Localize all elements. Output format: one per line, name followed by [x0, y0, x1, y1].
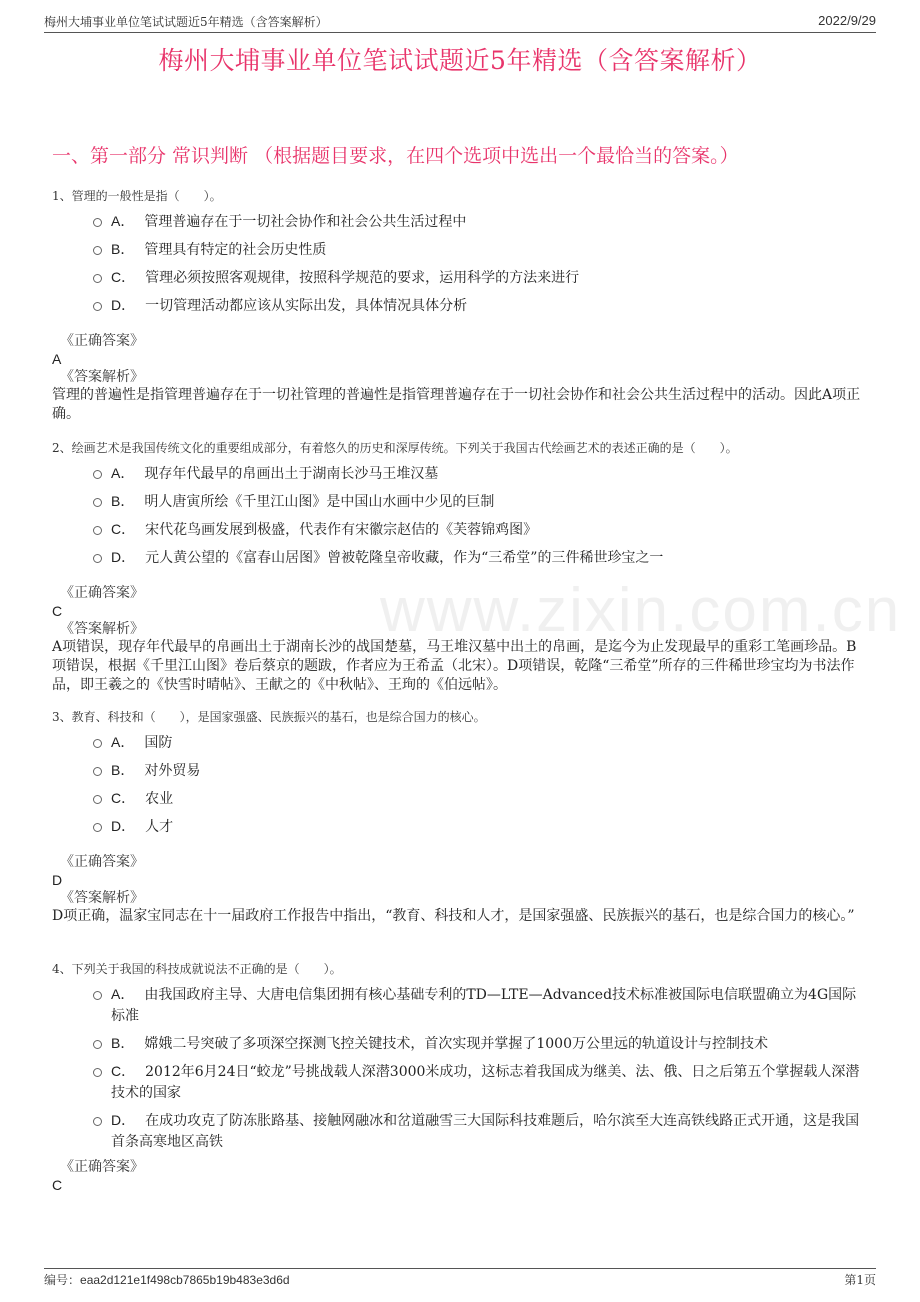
question-stem: 2、绘画艺术是我国传统文化的重要组成部分，有着悠久的历史和深厚传统。下列关于我国古代绘画艺术的表述正确的是（ ）。 — [52, 441, 738, 455]
option-letter: A． — [111, 986, 135, 1002]
option-letter: D． — [111, 1112, 136, 1128]
question-1 — [52, 187, 864, 323]
analysis-label: 《答案解析》 — [60, 890, 144, 906]
option-letter: C． — [111, 521, 136, 537]
option-a[interactable] — [52, 984, 864, 1027]
option-letter: B． — [111, 762, 135, 778]
radio-circle-icon[interactable] — [93, 795, 102, 804]
option-letter: D． — [111, 818, 136, 834]
radio-circle-icon[interactable] — [93, 470, 102, 479]
correct-answer-label: 《正确答案》 — [60, 1159, 144, 1175]
option-text: 在成功攻克了防冻胀路基、接触网融冰和岔道融雪三大国际科技难题后，哈尔滨至大连高铁线路正式开通，这是我国首条高寒地区高铁 — [111, 1113, 860, 1150]
radio-circle-icon[interactable] — [93, 1117, 102, 1126]
option-b[interactable] — [52, 1033, 864, 1055]
watermark: www.zixin.com.cn — [380, 576, 902, 645]
radio-circle-icon[interactable] — [93, 218, 102, 227]
option-letter: D． — [111, 297, 136, 313]
page-number: 第1页 — [844, 1273, 876, 1287]
answer-block-2 — [52, 584, 864, 695]
radio-circle-icon[interactable] — [93, 302, 102, 311]
option-letter: A． — [111, 213, 135, 229]
option-letter: A． — [111, 734, 135, 750]
option-letter: D． — [111, 549, 136, 565]
option-letter: B． — [111, 493, 135, 509]
answer-block-1 — [52, 332, 864, 424]
radio-circle-icon[interactable] — [93, 246, 102, 255]
analysis-text: D项正确，温家宝同志在十一届政府工作报告中指出，“教育、科技和人才，是国家强盛、民族振兴的基石，也是综合国力的核心。” — [52, 908, 855, 924]
option-b[interactable] — [52, 760, 864, 782]
correct-answer-value: C — [52, 1177, 63, 1193]
answer-block-3 — [52, 853, 864, 926]
option-text: 管理普遍存在于一切社会协作和社会公共生活过程中 — [144, 214, 467, 230]
option-d[interactable] — [52, 547, 864, 569]
option-d[interactable] — [52, 295, 864, 317]
option-letter: C． — [111, 790, 136, 806]
radio-circle-icon[interactable] — [93, 1068, 102, 1077]
option-text: 国防 — [144, 735, 173, 751]
radio-circle-icon[interactable] — [93, 554, 102, 563]
document-title: 梅州大埔事业单位笔试试题近5年精选（含答案解析） — [158, 46, 762, 75]
option-c[interactable] — [52, 267, 864, 289]
header-doc-title: 梅州大埔事业单位笔试试题近5年精选（含答案解析） — [44, 15, 328, 29]
option-text: 现存年代最早的帛画出土于湖南长沙马王堆汉墓 — [144, 466, 439, 482]
option-text: 一切管理活动都应该从实际出发，具体情况具体分析 — [145, 298, 468, 314]
option-text: 2012年6月24日“蛟龙”号挑战载人深潜3000米成功，这标志着我国成为继美、法、俄、日之后第五个掌握载人深潜技术的国家 — [111, 1064, 860, 1101]
question-stem: 1、管理的一般性是指（ ）。 — [52, 189, 222, 203]
option-b[interactable] — [52, 491, 864, 513]
analysis-text: A项错误，现存年代最早的帛画出土于湖南长沙的战国楚墓，马王堆汉墓中出土的帛画，是迄今为止发现最早的重彩工笔画珍品。B项错误，根据《千里江山图》卷后蔡京的题跋，作者应为王希孟（北宋）。D项错误，乾隆“三希堂”所存的三件稀世珍宝均为书法作品，即王羲之的《快雪时晴帖》、王献之的《中秋帖》、王珣的《伯远帖》。 — [52, 639, 857, 693]
option-letter: A． — [111, 465, 135, 481]
option-text: 元人黄公望的《富春山居图》曾被乾隆皇帝收藏，作为“三希堂”的三件稀世珍宝之一 — [145, 550, 664, 566]
option-letter: C． — [111, 1063, 136, 1079]
radio-circle-icon[interactable] — [93, 498, 102, 507]
option-text: 明人唐寅所绘《千里江山图》是中国山水画中少见的巨制 — [144, 494, 495, 510]
option-letter: B． — [111, 241, 135, 257]
correct-answer-value: A — [52, 351, 62, 367]
document-code-label: 编号： — [44, 1273, 81, 1287]
radio-circle-icon[interactable] — [93, 739, 102, 748]
option-b[interactable] — [52, 239, 864, 261]
page-header — [44, 12, 876, 33]
option-c[interactable] — [52, 1061, 864, 1104]
question-stem: 3、教育、科技和（ ），是国家强盛、民族振兴的基石，也是综合国力的核心。 — [52, 710, 486, 724]
question-2 — [52, 439, 864, 575]
option-letter: C． — [111, 269, 136, 285]
option-text: 由我国政府主导、大唐电信集团拥有核心基础专利的TD—LTE—Advanced技术标准被国际电信联盟确立为4G国际标准 — [111, 987, 857, 1024]
question-4 — [52, 960, 864, 1159]
correct-answer-label: 《正确答案》 — [60, 854, 144, 870]
analysis-text: 管理的普遍性是指管理普遍存在于一切社管理的普遍性是指管理普遍存在于一切社会协作和社会公共生活过程中的活动。因此A项正确。 — [52, 387, 861, 422]
radio-circle-icon[interactable] — [93, 767, 102, 776]
option-text: 嫦娥二号突破了多项深空探测飞控关键技术，首次实现并掌握了1000万公里远的轨道设计与控制技术 — [144, 1036, 768, 1052]
option-text: 对外贸易 — [144, 763, 201, 779]
option-text: 管理具有特定的社会历史性质 — [144, 242, 327, 258]
question-stem: 4、下列关于我国的科技成就说法不正确的是（ ）。 — [52, 962, 342, 976]
option-a[interactable] — [52, 211, 864, 233]
option-text: 管理必须按照客观规律，按照科学规范的要求，运用科学的方法来进行 — [145, 270, 580, 286]
document-code — [44, 1271, 290, 1289]
correct-answer-value: C — [52, 603, 63, 619]
radio-circle-icon[interactable] — [93, 274, 102, 283]
radio-circle-icon[interactable] — [93, 1040, 102, 1049]
option-c[interactable] — [52, 519, 864, 541]
section-heading: 一、第一部分 常识判断 （根据题目要求，在四个选项中选出一个最恰当的答案。） — [52, 145, 739, 167]
radio-circle-icon[interactable] — [93, 526, 102, 535]
document-code-value: eaa2d121e1f498cb7865b19b483e3d6d — [80, 1273, 290, 1287]
radio-circle-icon[interactable] — [93, 991, 102, 1000]
option-text: 农业 — [145, 791, 174, 807]
option-letter: B． — [111, 1035, 135, 1051]
correct-answer-label: 《正确答案》 — [60, 585, 144, 601]
option-a[interactable] — [52, 732, 864, 754]
radio-circle-icon[interactable] — [93, 823, 102, 832]
option-a[interactable] — [52, 463, 864, 485]
analysis-label: 《答案解析》 — [60, 621, 144, 637]
question-3 — [52, 708, 864, 844]
option-d[interactable] — [52, 816, 864, 838]
answer-block-4 — [52, 1158, 864, 1194]
correct-answer-label: 《正确答案》 — [60, 333, 144, 349]
option-text: 宋代花鸟画发展到极盛，代表作有宋徽宗赵佶的《芙蓉锦鸡图》 — [145, 522, 538, 538]
header-date: 2022/9/29 — [818, 13, 876, 28]
analysis-label: 《答案解析》 — [60, 369, 144, 385]
option-text: 人才 — [145, 819, 174, 835]
option-d[interactable] — [52, 1110, 864, 1153]
correct-answer-value: D — [52, 872, 63, 888]
page-footer — [44, 1268, 876, 1289]
option-c[interactable] — [52, 788, 864, 810]
